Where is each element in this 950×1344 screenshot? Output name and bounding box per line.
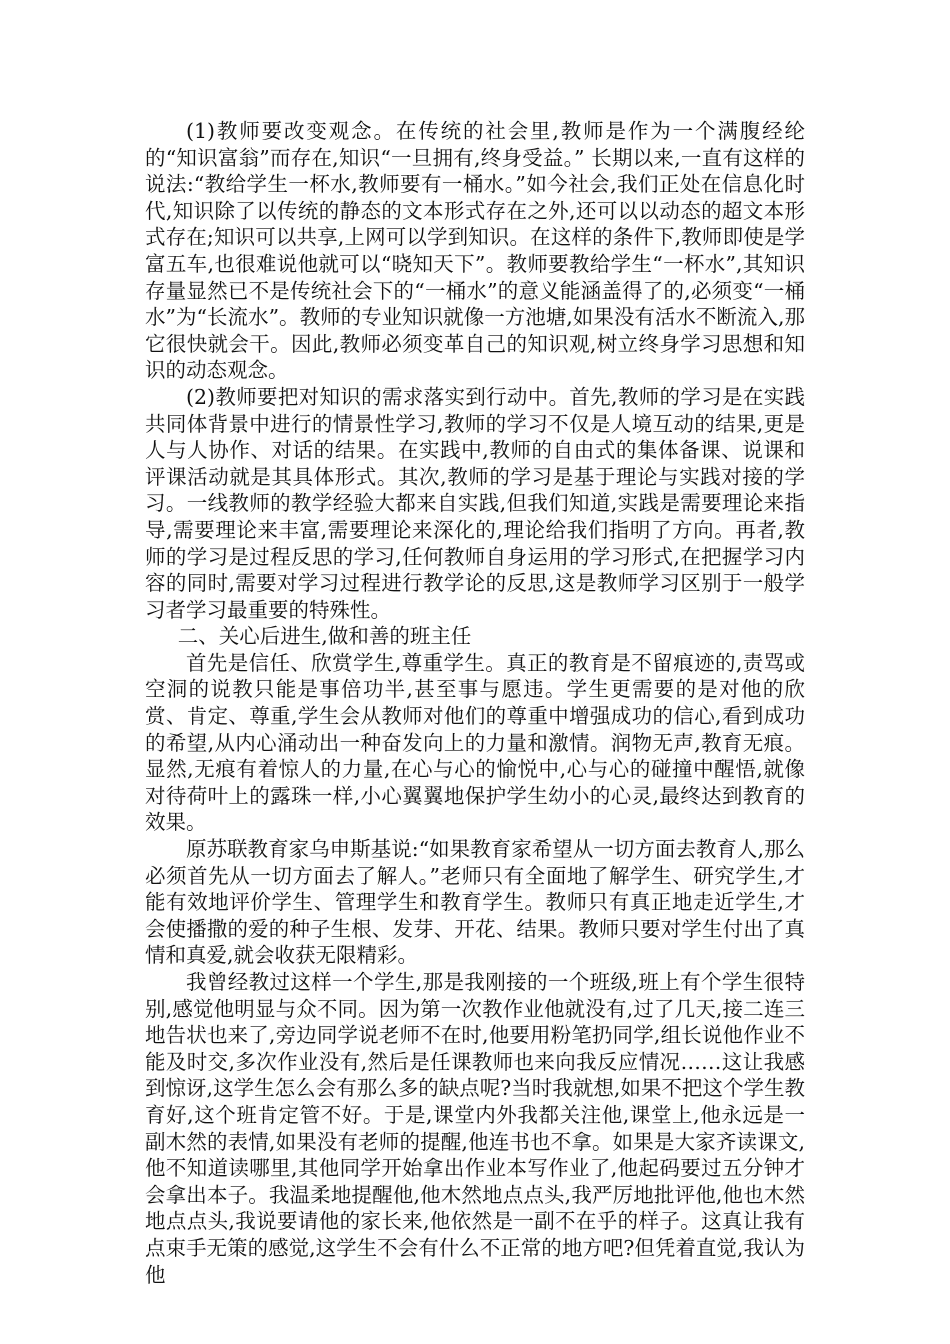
paragraph-change-concept: (1)教师要改变观念。在传统的社会里,教师是作为一个满腹经纶的“知识富翁”而存在,知识“一旦拥有,终身受益。” 长期以来,一直有这样的说法:“教给学生一杯水,教师要有一桶水。”如今社会,我们正处在信息化时代,知识除了以传统的静态的文本形式存在之外,还可以以动态的超文本形式存在;知识可以共享,上网可以学到知识。在这样的条件下,教师即使是学富五车,也很难说他就可以“晓知天下”。教师要教给学生“一杯水”,其知识存量显然已不是传统社会下的“一桶水”的意义能涵盖得了的,必须变“一桶水”为“长流水”。教师的专业知识就像一方池塘,如果没有活水不断流入,那它很快就会干。因此,教师必须变革自己的知识观,树立终身学习思想和知识的动态观念。 <box>145 119 805 383</box>
document-body <box>145 118 805 1288</box>
paragraph-trust-students: 首先是信任、欣赏学生,尊重学生。真正的教育是不留痕迹的,责骂或空洞的说教只能是事倍功半,甚至事与愿违。学生更需要的是对他的欣赏、肯定、尊重,学生会从教师对他们的尊重中增强成功的信心,看到成功的希望,从内心涌动出一种奋发向上的力量和激情。润物无声,教育无痕。显然,无痕有着惊人的力量,在心与心的愉悦中,心与心的碰撞中醒悟,就像对待荷叶上的露珠一样,小心翼翼地保护学生幼小的心灵,最终达到教育的效果。 <box>145 650 805 835</box>
paragraph-student-story: 我曾经教过这样一个学生,那是我刚接的一个班级,班上有个学生很特别,感觉他明显与众不同。因为第一次教作业他就没有,过了几天,接二连三地告状也来了,旁边同学说老师不在时,他要用粉笔扔同学,组长说他作业不能及时交,多次作业没有,然后是任课教师也来向我反应情况……这让我感到惊讶,这学生怎么会有那么多的缺点呢?当时我就想,如果不把这个学生教育好,这个班肯定管不好。于是,课堂内外我都关注他,课堂上,他永远是一副木然的表情,如果没有老师的提醒,他连书也不拿。如果是大家齐读课文,他不知道读哪里,其他同学开始拿出作业本写作业了,他起码要过五分钟才会拿出本子。我温柔地提醒他,他木然地点点头,我严厉地批评他,他也木然地点点头,我说要请他的家长来,他依然是一副不在乎的样子。这真让我有点束手无策的感觉,这学生不会有什么不正常的地方吧?但凭着直觉,我认为他 <box>145 970 805 1287</box>
paragraph-learning-action: (2)教师要把对知识的需求落实到行动中。首先,教师的学习是在实践共同体背景中进行的情景性学习,教师的学习不仅是人境互动的结果,更是人与人协作、对话的结果。在实践中,教师的自由式的集体备课、说课和评课活动就是其具体形式。其次,教师的学习是基于理论与实践对接的学习。一线教师的教学经验大都来自实践,但我们知道,实践是需要理论来指导,需要理论来丰富,需要理论来深化的,理论给我们指明了方向。再者,教师的学习是过程反思的学习,任何教师自身运用的学习形式,在把握学习内容的同时,需要对学习过程进行教学论的反思,这是教师学习区别于一般学习者学习最重要的特殊性。 <box>145 384 805 622</box>
section-heading: 二、关心后进生,做和善的班主任 <box>177 624 472 649</box>
paragraph-ushinsky-quote: 原苏联教育家乌申斯基说:“如果教育家希望从一切方面去教育人,那么必须首先从一切方面去了解人。”老师只有全面地了解学生、研究学生,才能有效地评价学生、管理学生和教育学生。教师只有真正地走近学生,才会使播撒的爱的种子生根、发芽、开花、结果。教师只要对学生付出了真情和真爱,就会收获无限精彩。 <box>145 837 805 968</box>
